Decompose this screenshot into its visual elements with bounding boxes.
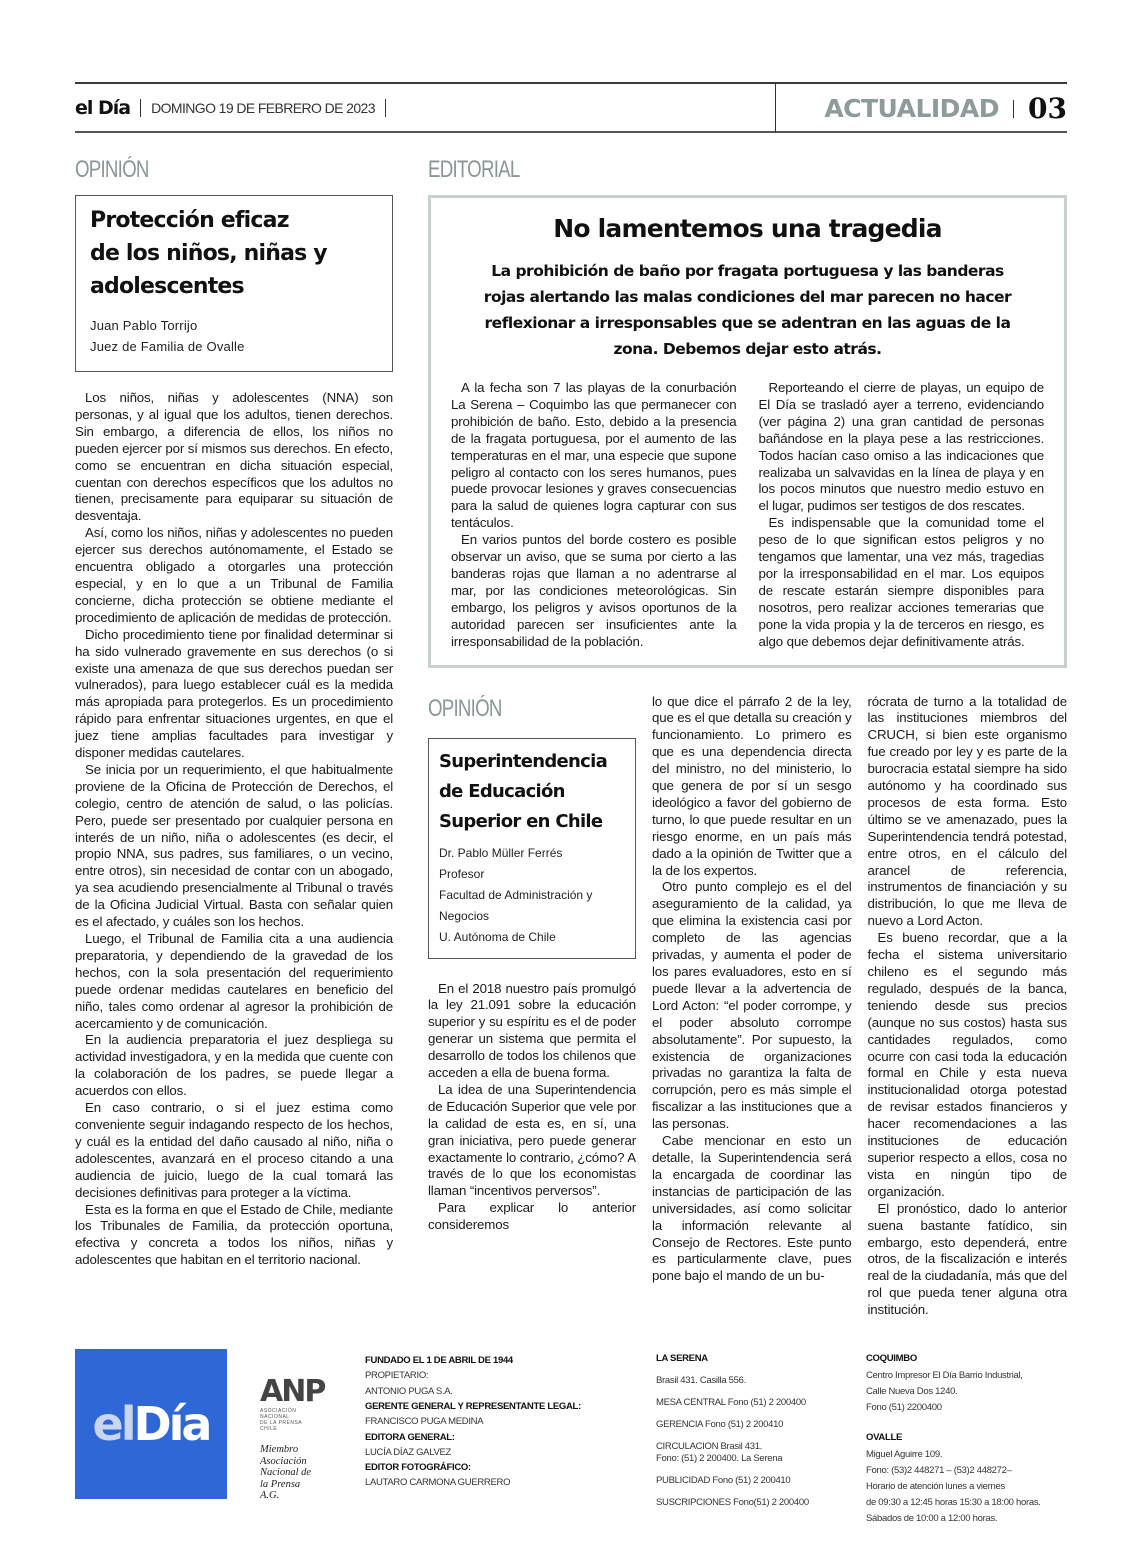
staff-credits	[365, 1349, 656, 1491]
office-line: Fono: (53)2 448271 – (53)2 448272–	[866, 1465, 1012, 1477]
office-line: Miguel Aguirre 109.	[866, 1449, 943, 1461]
credit-line: FRANCISCO PUGA MEDINA	[365, 1416, 484, 1428]
header-right	[795, 84, 1067, 133]
headline-line: Superintendencia	[439, 750, 608, 772]
office-line: Fono (51) 2200400	[866, 1402, 942, 1414]
office-line: SUSCRIPCIONES Fono(51) 2 200400	[656, 1497, 809, 1509]
opinion-article	[75, 155, 393, 1269]
paragraph: A la fecha son 7 las playas de la conurbación La Serena – Coquimbo las que permanecer con prohibición de baño. Esto, debido a la presencia de la fragata portuguesa, por el aumento de las temperaturas en el mar, una especie que supone peligro al contacto con los seres humanos, pues puede provocar lesiones y graves consecuencias para la salud de quienes logra capturar con sus tentáculos.	[451, 380, 737, 531]
subtitle-line: zona. Debemos dejar esto atrás.	[613, 340, 882, 358]
office-line: GERENCIA Fono (51) 2 200410	[656, 1419, 784, 1431]
office-line: CIRCULACION Brasil 431. Fono: (51) 2 200400. La Serena	[656, 1441, 783, 1465]
page-footer	[75, 1349, 1067, 1527]
opinion-headline-box	[75, 195, 393, 372]
member-line: la Prensa	[260, 1478, 301, 1490]
header-separator	[140, 99, 141, 117]
anp-mark: ANP	[260, 1374, 325, 1410]
subtitle-line: La prohibición de baño por fragata portuguesa y las banderas	[491, 262, 1004, 280]
author-name: Juan Pablo Torrijo	[90, 318, 198, 333]
credit-line: PROPIETARIO:	[365, 1370, 429, 1382]
headline-line: adolescentes	[90, 274, 244, 299]
office-line: Brasil 431. Casilla 556.	[656, 1375, 746, 1387]
credit-line: ANTONIO PUGA S.A.	[365, 1385, 453, 1397]
headline-line: Protección eficaz	[90, 208, 289, 233]
member-line: A.G.	[260, 1490, 280, 1502]
subtitle-line: reflexionar a irresponsables que se adentran en las aguas de la	[484, 314, 1011, 332]
office-city: COQUIMBO	[866, 1353, 917, 1365]
editorial-headline: No lamentemos una tragedia	[553, 214, 942, 243]
author-affiliation: Facultad de Administración y	[439, 887, 593, 902]
credit-line: FUNDADO EL 1 DE ABRIL DE 1944	[365, 1355, 513, 1367]
editorial-kicker	[428, 155, 1067, 185]
right-column-area	[428, 155, 1067, 1319]
headline-line: Superior en Chile	[439, 810, 603, 832]
paragraph: Se inicia por un requerimiento, el que habitualmente proviene de la Oficina de Protección de Derechos, el colegio, centro de atención de salud, o las policías. Pero, puede ser presentado por cualquier persona en interés de un niño, niña o adolescentes (es decir, el propio NNA, sus padres, sus familiares, o un vecino, entre otros), sin necesidad de contar con un abogado, ya sea acudiendo presencialmente al Tribunal o través de la Oficina Judicial Virtual. Basta con señalar quien es el afectado, y cuáles son los hechos.	[75, 761, 393, 930]
page-header	[75, 82, 1067, 133]
anp-sub-line: NACIONAL	[260, 1414, 290, 1421]
headline-line: de los niños, niñas y	[90, 241, 327, 266]
editorial-box	[428, 195, 1067, 668]
author-role: Juez de Familia de Ovalle	[90, 339, 245, 354]
header-separator	[1013, 100, 1014, 118]
el-dia-logo	[75, 1349, 227, 1499]
section-name: ACTUALIDAD	[824, 94, 1000, 123]
credit-line: EDITOR FOTOGRÁFICO:	[365, 1462, 471, 1474]
editorial-article	[428, 155, 1067, 668]
paragraph: En caso contrario, o si el juez estima como conveniente seguir indagando respecto de los hechos, y cuál es la entidad del daño causado al niño, niña o adolescentes, avanzará en el proceso citando a una audiencia de juicio, luego de la cual tomará las decisiones definitivas para proteger a la víctima.	[75, 1100, 393, 1200]
author-role: Profesor	[439, 866, 485, 881]
paragraph: Para explicar lo anterior consideremos	[428, 1200, 636, 1233]
office-right-group	[866, 1349, 1067, 1527]
office-line: PUBLICIDAD Fono (51) 2 200410	[656, 1475, 791, 1487]
kicker-text: OPINIÓN	[75, 156, 149, 183]
office-city: LA SERENA	[656, 1353, 708, 1365]
office-line: Calle Nueva Dos 1240.	[866, 1386, 958, 1398]
anp-sub-line: DE LA PRENSA	[260, 1420, 303, 1427]
opinion2-kicker	[428, 694, 636, 724]
credit-line: GERENTE GENERAL Y REPRESENTANTE LEGAL:	[365, 1400, 581, 1412]
logo-dia: Día	[133, 1397, 210, 1452]
kicker-text: EDITORIAL	[428, 156, 520, 183]
main-content	[75, 155, 1067, 1319]
author-affiliation: Negocios	[439, 908, 490, 923]
opinion2-byline	[439, 843, 625, 948]
paragraph: Otro punto complejo es el del aseguramiento de la calidad, ya que elimina la existencia casi por completo de las agencias privadas, y aumenta el poder de los pares evaluadores, esto en sí puede llevar a la advertencia de Lord Acton: “el poder corrompe, y el poder absoluto corrompe absolutamente”. Por supuesto, la existencia de organizaciones privadas no garantiza la falta de corrupción, pero es más simple el fiscalizar a las instituciones que a las personas.	[652, 879, 852, 1132]
opinion-kicker	[75, 155, 393, 185]
kicker-text: OPINIÓN	[428, 694, 502, 722]
paragraph: lo que dice el párrafo 2 de la ley, que es el que detalla su creación y funcionamiento. Lo primero es que es una dependencia directa del ministro, no del ministerio, lo que genera de por sí un sesgo ideológico a favor del gobierno de turno, lo que puede resultar en un riesgo enorme, en un país más dado a la opinión de Twitter que a la de los expertos.	[652, 693, 852, 878]
opinion2-column-2	[652, 694, 852, 1286]
header-divider	[775, 84, 776, 133]
header-separator	[385, 99, 386, 117]
paragraph: Los niños, niñas y adolescentes (NNA) son personas, y al igual que los adultos, tienen derechos. Sin embargo, a diferencia de ellos, los niños no pueden ejercer por sí mismos sus derechos. En efecto, como se encuentran en dicha situación especial, cuentan con derechos específicos que los adultos no tienen, precisamente para equiparar su situación de desventaja.	[75, 390, 393, 524]
editorial-column-1	[451, 380, 737, 651]
opinion2-article	[428, 694, 1067, 1320]
editorial-columns	[451, 380, 1044, 651]
paragraph: Es bueno recordar, que a la fecha el sistema universitario chileno es el segundo más regulado, después de la banca, teniendo desde sus precios (aunque no sus costos) hasta sus cantidades regulados, como ocurre con casi toda la educación formal en Chile y esta nueva institucionalidad otorga potestad de revisar estados financieros y hacer recomendaciones a las instituciones de educación superior respecto a ellos, cosa no vista en ningún tipo de organización.	[867, 930, 1067, 1199]
paragraph: Esta es la forma en que el Estado de Chile, mediante los Tribunales de Familia, da protección oportuna, efectiva y concreta a todos los niños, niñas y adolescentes que habitan en el territorio nacional.	[75, 1201, 393, 1268]
opinion2-headline-box	[428, 738, 636, 959]
author-institution: U. Autónoma de Chile	[439, 929, 556, 944]
paragraph: Dicho procedimiento tiene por finalidad determinar si ha sido vulnerado gravemente en sus derechos (o si existe una amenaza de que sus derechos puedan ser vulnerados), para luego establecer cuál es la medida más apropiada para protegerlos. Es un procedimiento rápido para enfrentar situaciones urgentes, en que el juez tiene amplias facultades para investigar y disponer medidas cautelares.	[75, 626, 393, 761]
office-line: MESA CENTRAL Fono (51) 2 200400	[656, 1397, 806, 1409]
opinion2-column-3	[868, 694, 1068, 1320]
office-coquimbo	[866, 1349, 1067, 1416]
headline-line: de Educación	[439, 780, 565, 802]
office-line: Horario de atención lunes a viernes	[866, 1481, 1005, 1493]
paragraph: El pronóstico, dado lo anterior suena bastante fatídico, sin embargo, esto dependerá, entre otros, de la fiscalización e interés real de la ciudadanía, más que del rol que pueda tener alguna otra institución.	[867, 1200, 1067, 1318]
member-line: Miembro	[260, 1444, 299, 1456]
paragraph: Es indispensable que la comunidad tome el peso de lo que significan estos peligros y no tengamos que lamentar, una vez más, tragedias por la irresponsabilidad en el mar. Los equipos de rescate estarán siempre disponibles para nosotros, pero realizar acciones temerarias que pone la vida propia y la de terceros en riesgo, es algo que debemos dejar definitivamente atrás.	[758, 515, 1044, 649]
subtitle-line: rojas alertando las malas condiciones del mar parecen no hacer	[483, 288, 1012, 306]
office-la-serena	[656, 1349, 866, 1519]
anp-block	[227, 1349, 365, 1502]
credit-line: LUCÍA DÍAZ GALVEZ	[365, 1446, 452, 1458]
opinion2-column-1-wrap	[428, 694, 636, 1235]
paragraph: Cabe mencionar en esto un detalle, la Superintendencia será la encargada de coordinar las instancias de participación de las universidades, así como solicitar la información relevante al Consejo de Rectores. Este punto es particularmente clave, pues pone bajo el mando de un bu-	[652, 1133, 852, 1284]
office-line: Centro Impresor El Día Barrio Industrial,	[866, 1370, 1023, 1382]
anp-subtitle	[260, 1408, 365, 1432]
anp-sub-line: CHILE	[260, 1426, 278, 1433]
editorial-subtitle	[451, 258, 1044, 362]
opinion2-headline	[439, 747, 625, 837]
opinion-byline	[90, 315, 378, 357]
paragraph: En el 2018 nuestro país promulgó la ley 21.091 sobre la educación superior y su espíritu es el de poder generar un sistema que permita el desarrollo de todos los chilenos que acceden a ella de buena forma.	[428, 980, 636, 1081]
issue-date: DOMINGO 19 DE FEBRERO DE 2023	[151, 99, 375, 116]
paragraph: Luego, el Tribunal de Familia cita a una audiencia preparatoria, y dependiendo de la gravedad de los hechos, con la sola presentación del requerimiento puede ordenar medidas cautelares en beneficio del niño, tales como ordenar al agresor la prohibición de acercamiento y de comunicación.	[75, 931, 393, 1031]
office-line: de 09:30 a 12:45 horas 15:30 a 18:00 horas.	[866, 1497, 1041, 1509]
member-line: Asociación	[260, 1455, 307, 1467]
page-number: 03	[1028, 92, 1067, 125]
anp-logo	[260, 1376, 365, 1432]
paragraph: Así, como los niños, niñas y adolescentes no pueden ejercer sus derechos autónomamente, el Estado se encuentra obligado a otorgarles una protección especial, y en lo que a un Tribunal de Familia concierne, dicha protección se obtiene mediante el procedimiento de aplicación de medidas de protección.	[75, 525, 393, 625]
member-line: Nacional de	[260, 1467, 312, 1479]
header-left	[75, 97, 775, 119]
paragraph: rócrata de turno a la totalidad de las instituciones miembros del CRUCH, si bien este organismo fue creado por ley y es parte de la burocracia estatal siempre ha sido autónomo y ha coordinado sus procesos de esta forma. Esto último se ve amenazado, pues la Superintendencia tendrá potestad, entre otros, en el cálculo del arancel de referencia, instrumentos de financiación y su distribución, lo que me lleva de nuevo a Lord Acton.	[867, 693, 1067, 929]
editorial-column-2	[759, 380, 1045, 651]
paragraph: En la audiencia preparatoria el juez despliega su actividad investigadora, y en la medida que cuente con la colaboración de los padres, se puede llegar a acuerdos con ellos.	[75, 1032, 393, 1099]
member-note	[260, 1444, 365, 1502]
author-name: Dr. Pablo Müller Ferrés	[439, 845, 563, 860]
opinion-body	[75, 390, 393, 1269]
credit-line: LAUTARO CARMONA GUERRERO	[365, 1477, 511, 1489]
paragraph: Reporteando el cierre de playas, un equipo de El Día se trasladó ayer a terreno, evidenciando (ver página 2) una gran cantidad de personas bañándose en la playa pese a las restricciones. Todos hacían caso omiso a las indicaciones que realizaba un salvavidas en la línea de playa y en los pocos minutos que nuestro medio estuvo en el lugar, pudimos ser testigos de dos rescates.	[758, 380, 1044, 514]
paragraph: En varios puntos del borde costero es posible observar un aviso, que se suma por cierto a las banderas rojas que llaman a no adentrarse al mar, por las condiciones meteorológicas. Sin embargo, los peligros y avisos oportunos de la autoridad parecen ser insuficientes ante la irresponsabilidad de la población.	[451, 532, 737, 649]
office-city: OVALLE	[866, 1432, 903, 1444]
opinion2-column-1	[428, 981, 636, 1235]
masthead-logo: el Día	[75, 96, 131, 119]
office-ovalle	[866, 1428, 1067, 1527]
office-line: Sábados de 10:00 a 12:00 horas.	[866, 1513, 998, 1525]
paragraph: La idea de una Superintendencia de Educación Superior que vele por la calidad de esta es, en sí, una gran iniciativa, pero puede generar exactamente lo contrario, ¿cómo? A través de lo que los economistas llaman “incentivos perversos”.	[428, 1081, 636, 1199]
opinion-headline	[90, 204, 378, 303]
credit-line: EDITORA GENERAL:	[365, 1431, 455, 1443]
logo-el: el	[92, 1397, 134, 1452]
anp-sub-line: ASOCIACIÓN	[260, 1408, 297, 1415]
